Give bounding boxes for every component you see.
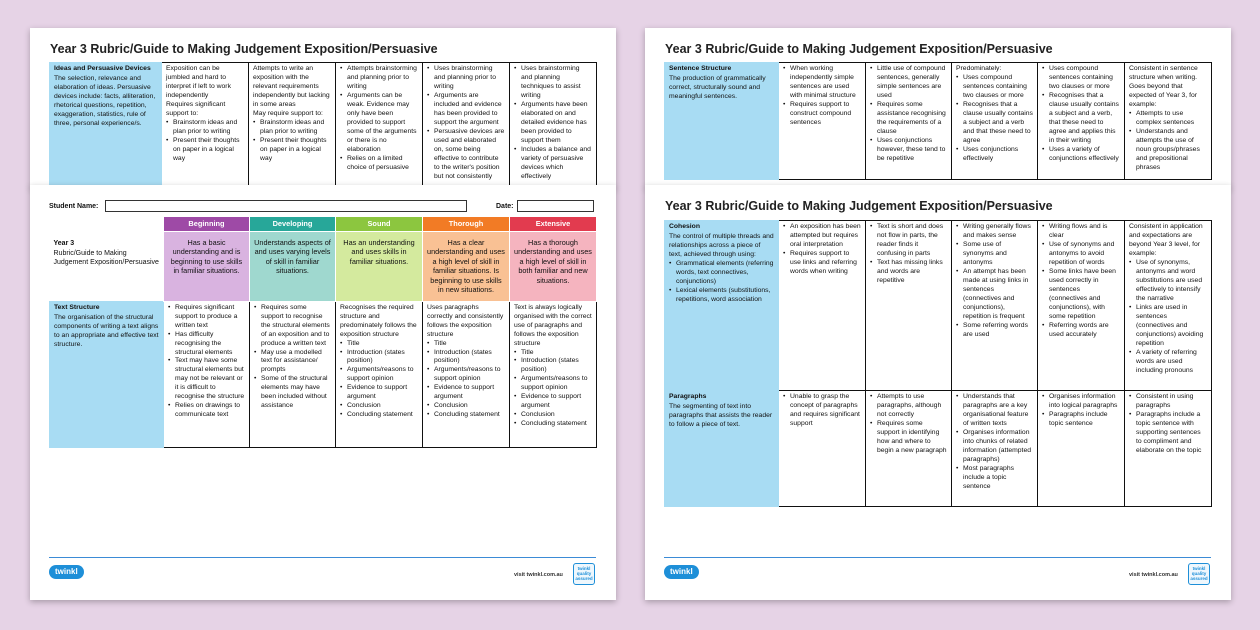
rubric-cell — [1038, 391, 1125, 507]
criteria-desc: The segmenting of text into paragraphs that assists the reader to follow a piece of text. — [669, 402, 773, 428]
list-item: • Requires support to use links and referring words when writing — [783, 250, 861, 277]
year-label — [50, 231, 164, 301]
table-row — [50, 63, 597, 189]
bullet-list — [253, 119, 331, 164]
table-row — [50, 301, 597, 447]
criteria-desc: The organisation of the structural components of writing a text aligns to an appropriate and effective text structure. — [54, 313, 159, 348]
bullet-list — [956, 393, 1033, 492]
criteria-cell — [665, 221, 779, 391]
rubric-table — [49, 216, 597, 448]
list-item: • Organises information into logical paragraphs — [1042, 393, 1120, 411]
twinkl-logo: twinkl — [49, 565, 84, 579]
list-item: • Consistent in using paragraphs — [1129, 393, 1207, 411]
bullet-list — [514, 65, 592, 182]
list-item: • Conclusion — [340, 402, 418, 411]
bullet-list — [340, 340, 418, 421]
rubric-cell — [162, 63, 249, 189]
bullet-list — [870, 65, 947, 164]
cell-text: Consistent in application and expectations are beyond Year 3 level, for example: — [1129, 223, 1203, 257]
list-item: • Some use of synonyms and antonyms — [956, 241, 1033, 268]
criteria-bullets — [669, 260, 774, 305]
list-item: • When working independently simple sentences are used with minimal structure — [783, 65, 861, 101]
cell-text: Exposition can be jumbled and hard to interpret if left to work independently — [166, 65, 231, 99]
list-item: • Arguments/reasons to support opinion — [514, 375, 592, 393]
bullet-list — [340, 65, 418, 173]
level-desc-thorough: Has a clear understanding and uses a high level of skill in familiar situations. Is beginning to use skills in new situations. — [423, 231, 510, 301]
front-right-sheet — [645, 185, 1231, 600]
list-item: • Uses brainstorming and planning prior to writing — [427, 65, 505, 92]
list-item: • Uses a variety of conjunctions effectively — [1042, 146, 1120, 164]
list-item: • Requires some support to recognise the structural elements of an exposition and to produce a written text — [254, 304, 331, 349]
criteria-title: Text Structure — [54, 303, 100, 311]
cell-text: Consistent in sentence structure when writing. Goes beyond that expected of Year 3, for example: — [1129, 65, 1198, 108]
rubric-cell — [952, 391, 1038, 507]
list-item: • Uses compound sentences containing two clauses or more — [1042, 65, 1120, 92]
rubric-cell — [779, 63, 866, 180]
list-item: • Arguments are included and evidence has been provided to support the argument — [427, 92, 505, 128]
list-item: • Attempts brainstorming and planning prior to writing — [340, 65, 418, 92]
list-item: • Requires some assistance recognising the requirements of a clause — [870, 101, 947, 137]
list-item: • Includes a balance and variety of persuasive devices which effectively — [514, 146, 592, 182]
list-item: • A variety of referring words are used including pronouns — [1129, 349, 1207, 376]
year-title: Year 3 — [53, 240, 75, 248]
bullet-list — [1042, 223, 1120, 340]
criteria-cell — [665, 391, 779, 507]
list-item: • Uses brainstorming and planning techniques to assist writing — [514, 65, 592, 101]
rubric-cell — [866, 221, 952, 391]
bullet-list — [1129, 259, 1207, 376]
list-item: • Recognises that a clause usually contains a subject and a verb and that these need to agree — [956, 101, 1033, 146]
list-item: • Evidence to support argument — [427, 384, 505, 402]
cell-text: Attempts to write an exposition with the relevant requirements independently but lacking in some areas — [253, 65, 330, 108]
rubric-cell — [866, 391, 952, 507]
list-item: • Writing generally flows and makes sense — [956, 223, 1033, 241]
page-title: Year 3 Rubric/Guide to Making Judgement Exposition/Persuasive — [50, 42, 438, 56]
level-desc-row — [50, 231, 597, 301]
cell-text: Recognises the required structure and predominately follows the exposition structure — [340, 303, 417, 338]
list-item: • Title — [340, 340, 418, 349]
list-item: • Conclusion — [514, 411, 592, 420]
front-left-sheet — [30, 185, 616, 600]
list-item: • Has difficulty recognising the structural elements — [168, 331, 245, 358]
rubric-cell — [1038, 221, 1125, 391]
back-right-sheet — [645, 28, 1231, 188]
list-item: • Understands and attempts the use of noun groups/phrases and prepositional phrases — [1129, 128, 1207, 173]
bullet-list — [783, 223, 861, 277]
student-name-label: Student Name: — [49, 203, 99, 210]
list-item: • Most paragraphs include a topic sentence — [956, 465, 1033, 492]
quality-badge: twinkl quality assured — [1188, 563, 1210, 585]
rubric-table — [49, 62, 597, 188]
criteria-desc: The selection, relevance and elaboration of ideas. Persuasive devices include: facts, alliteration, rhetorical questions, repetition, exaggeration, statistics, rule of three, personal experience/s. — [54, 74, 156, 127]
rubric-cell — [510, 63, 597, 189]
list-item: • Brainstorm ideas and plan prior to writing — [253, 119, 331, 137]
bullet-list — [1129, 110, 1207, 173]
list-item: • Use of synonyms and antonyms to avoid repetition of words — [1042, 241, 1120, 268]
list-item: • Little use of compound sentences, generally simple sentences are used — [870, 65, 947, 101]
list-item: • Links are used in sentences (connectives and conjunctions) avoiding repetition — [1129, 304, 1207, 349]
bullet-list — [870, 393, 947, 456]
list-item: • Referring words are used accurately — [1042, 322, 1120, 340]
rubric-cell — [952, 221, 1038, 391]
bullet-list — [783, 393, 861, 429]
bullet-list — [1129, 393, 1207, 456]
cell-text: Text is always logically organised with the correct use of paragraphs and follows the exposition structure — [514, 303, 592, 347]
list-item: • Persuasive devices are used and elaborated on, some being effective to contribute to the writer's position but not consistently — [427, 128, 505, 182]
rubric-cell — [779, 221, 866, 391]
list-item: • Lexical elements (substitutions, repetitions, word association — [669, 287, 774, 305]
table-row — [665, 63, 1212, 180]
rubric-cell — [164, 301, 250, 447]
list-item: • Use of synonyms, antonyms and word substitutions are used effectively to intensify the narrative — [1129, 259, 1207, 304]
list-item: • Arguments/reasons to support opinion — [340, 366, 418, 384]
list-item: • Attempts to use complex sentences — [1129, 110, 1207, 128]
date-label: Date: — [496, 203, 514, 210]
list-item: • Text has missing links and words are repetitive — [870, 259, 947, 286]
list-item: • Arguments can be weak. Evidence may only have been provided to support some of the arguments or there is no elaboration — [340, 92, 418, 155]
year-subtitle: Rubric/Guide to Making Judgement Exposition/Persuasive — [53, 249, 159, 266]
twinkl-logo: twinkl — [664, 565, 699, 579]
list-item: • Paragraphs include topic sentence — [1042, 411, 1120, 429]
footer-divider — [49, 557, 596, 558]
footer-url[interactable]: visit twinkl.com.au — [1129, 572, 1178, 578]
list-item: • Introduction (states position) — [514, 357, 592, 375]
level-header-sound: Sound — [336, 217, 423, 232]
criteria-desc: The control of multiple threads and relationships across a piece of text, achieved through using: — [669, 232, 774, 258]
list-item: • Uses conjunctions effectively — [956, 146, 1033, 164]
rubric-cell — [423, 301, 510, 447]
criteria-title: Cohesion — [669, 223, 700, 230]
criteria-desc: The production of grammatically correct, structurally sound and meaningful sentences. — [669, 74, 766, 100]
rubric-cell — [1125, 221, 1212, 391]
cell-text: Requires significant support to: — [166, 100, 226, 117]
list-item: • Text is short and does not flow in parts, the reader finds it confusing in parts — [870, 223, 947, 259]
list-item: • Concluding statement — [514, 420, 592, 429]
rubric-cell — [249, 63, 336, 189]
footer-divider — [664, 557, 1211, 558]
list-item: • Present their thoughts on paper in a logical way — [253, 137, 331, 164]
quality-badge: twinkl quality assured — [573, 563, 595, 585]
list-item: • An exposition has been attempted but requires oral interpretation — [783, 223, 861, 250]
bullet-list — [427, 340, 505, 421]
list-item: • May use a modelled text for assistance/ prompts — [254, 349, 331, 376]
criteria-cell — [665, 63, 779, 180]
list-item: • Concluding statement — [427, 411, 505, 420]
list-item: • Writing flows and is clear — [1042, 223, 1120, 241]
bullet-list — [254, 304, 331, 412]
list-item: • Attempts to use paragraphs, although not correctly — [870, 393, 947, 420]
page-title: Year 3 Rubric/Guide to Making Judgement Exposition/Persuasive — [665, 199, 1053, 213]
bullet-list — [870, 223, 947, 286]
page-title: Year 3 Rubric/Guide to Making Judgement Exposition/Persuasive — [665, 42, 1053, 56]
level-desc-developing: Understands aspects of and uses varying levels of skill in familiar situations. — [250, 231, 336, 301]
bullet-list — [166, 119, 244, 164]
list-item: • Title — [427, 340, 505, 349]
cell-text: May require support to: — [253, 109, 323, 117]
cell-text: Predominately: — [956, 65, 1002, 72]
level-desc-extensive: Has a thorough understanding and uses a high level of skill in both familiar and new situations. — [510, 231, 597, 301]
level-desc-beginning: Has a basic understanding and is beginning to use skills in familiar situations. — [164, 231, 250, 301]
criteria-cell — [50, 63, 162, 189]
list-item: • Paragraphs include a topic sentence with supporting sentences to compliment and elaborate on the topic — [1129, 411, 1207, 456]
date-field[interactable] — [517, 200, 594, 212]
list-item: • Concluding statement — [340, 411, 418, 420]
criteria-title: Paragraphs — [669, 393, 707, 400]
student-name-field[interactable] — [105, 200, 467, 212]
list-item: • Some of the structural elements may have been included without assistance — [254, 375, 331, 411]
list-item: • Relies on drawings to communicate text — [168, 402, 245, 420]
list-item: • Some links have been used correctly in sentences (connectives and conjunctions), with some repetition — [1042, 268, 1120, 322]
list-item: • Text may have some structural elements but may not be relevant or it is difficult to recognise the structure — [168, 357, 245, 402]
rubric-cell — [952, 63, 1038, 180]
rubric-cell — [423, 63, 510, 189]
table-row — [665, 221, 1212, 391]
rubric-cell — [250, 301, 336, 447]
list-item: • Organises information into chunks of related information (attempted paragraphs) — [956, 429, 1033, 465]
list-item: • Brainstorm ideas and plan prior to writing — [166, 119, 244, 137]
list-item: • Requires some support in identifying how and where to begin a new paragraph — [870, 420, 947, 456]
list-item: • Introduction (states position) — [340, 349, 418, 367]
level-header-extensive: Extensive — [510, 217, 597, 232]
rubric-cell — [1125, 63, 1212, 180]
rubric-cell — [510, 301, 597, 447]
list-item: • Title — [514, 349, 592, 358]
list-item: • Evidence to support argument — [514, 393, 592, 411]
list-item: • Evidence to support argument — [340, 384, 418, 402]
level-header-beginning: Beginning — [164, 217, 250, 232]
list-item: • Arguments have been elaborated on and detailed evidence has been provided to support them — [514, 101, 592, 146]
bullet-list — [956, 74, 1033, 164]
rubric-cell — [1125, 391, 1212, 507]
rubric-cell — [1038, 63, 1125, 180]
list-item: • Grammatical elements (referring words, text connectives, conjunctions) — [669, 260, 774, 287]
level-header-row — [50, 217, 597, 232]
list-item: • Some referring words are used — [956, 322, 1033, 340]
level-desc-sound: Has an understanding and uses skills in familiar situations. — [336, 231, 423, 301]
table-row — [665, 391, 1212, 507]
bullet-list — [1042, 65, 1120, 164]
rubric-table — [664, 220, 1212, 507]
bullet-list — [427, 65, 505, 182]
list-item: • Uses compound sentences containing two clauses or more — [956, 74, 1033, 101]
footer-url[interactable]: visit twinkl.com.au — [514, 572, 563, 578]
list-item: • Unable to grasp the concept of paragraphs and requires significant support — [783, 393, 861, 429]
bullet-list — [514, 349, 592, 430]
level-header-thorough: Thorough — [423, 217, 510, 232]
rubric-cell — [336, 301, 423, 447]
criteria-cell — [50, 301, 164, 447]
bullet-list — [783, 65, 861, 128]
bullet-list — [168, 304, 245, 421]
bullet-list — [956, 223, 1033, 340]
back-left-sheet — [30, 28, 616, 188]
criteria-title: Sentence Structure — [669, 65, 732, 72]
rubric-cell — [336, 63, 423, 189]
list-item: • Requires support to construct compound sentences — [783, 101, 861, 128]
list-item: • Introduction (states position) — [427, 349, 505, 367]
list-item: • Requires significant support to produce a written text — [168, 304, 245, 331]
list-item: • Present their thoughts on paper in a logical way — [166, 137, 244, 164]
rubric-cell — [779, 391, 866, 507]
blank-cell — [50, 217, 164, 232]
rubric-cell — [866, 63, 952, 180]
list-item: • Arguments/reasons to support opinion — [427, 366, 505, 384]
rubric-table — [664, 62, 1212, 180]
cell-text: Uses paragraphs correctly and consistently follows the exposition structure — [427, 303, 504, 338]
list-item: • Recognises that a clause usually contains a subject and a verb, that these need to agree and applies this in their writing — [1042, 92, 1120, 146]
list-item: • Uses conjunctions however, these tend to be repetitive — [870, 137, 947, 164]
level-header-developing: Developing — [250, 217, 336, 232]
list-item: • Conclusion — [427, 402, 505, 411]
list-item: • Relies on a limited choice of persuasive — [340, 155, 418, 173]
bullet-list — [1042, 393, 1120, 429]
list-item: • Understands that paragraphs are a key organisational feature of written texts — [956, 393, 1033, 429]
criteria-title: Ideas and Persuasive Devices — [54, 65, 151, 72]
list-item: • An attempt has been made at using links in sentences (connectives and conjunctions), repetition is frequent — [956, 268, 1033, 322]
